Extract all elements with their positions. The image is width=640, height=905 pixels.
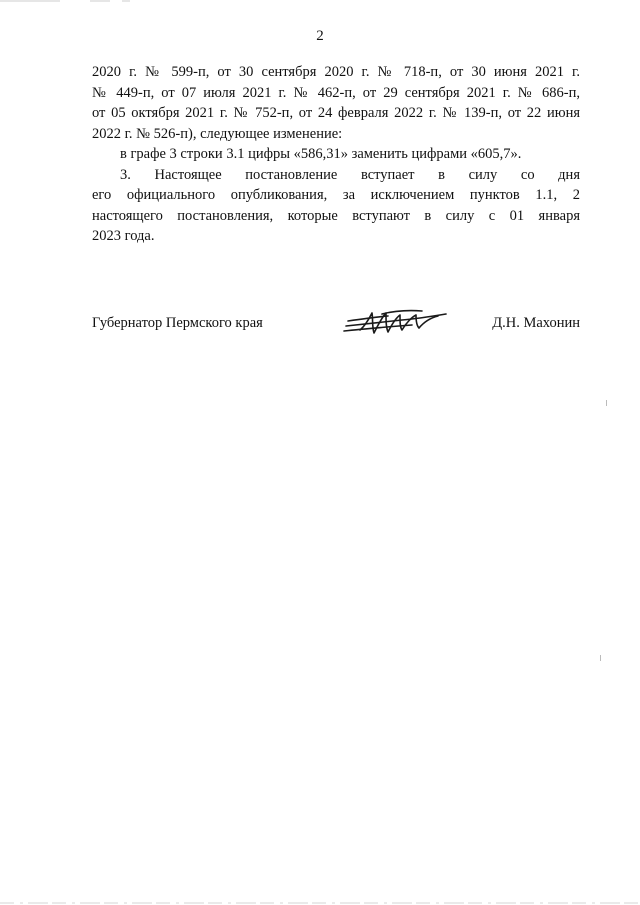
signature-block: [92, 305, 580, 345]
scan-edge-marks-top: [0, 0, 640, 6]
paragraph-2-line-1: в графе 3 строки 3.1 цифры «586,31» заменить цифрами «605,7».: [120, 146, 522, 162]
handwritten-signature-image: [342, 305, 452, 339]
scan-speck: [600, 655, 601, 661]
paragraph-1-line-1: 2020 г. № 599-п, от 30 сентября 2020 г. № 718-п, от 30 июня 2021 г.: [92, 64, 580, 80]
paragraph-1-line-2: № 449-п, от 07 июля 2021 г. № 462-п, от 29 сентября 2021 г. № 686-п,: [92, 84, 580, 101]
page-number: 2: [316, 28, 324, 44]
paragraph-1-line-3: от 05 октября 2021 г. № 752-п, от 24 февраля 2022 г. № 139-п, от 22 июня: [92, 105, 580, 121]
signatory-name: Д.Н. Махонин: [492, 315, 580, 331]
paragraph-3-line-1: 3. Настоящее постановление вступает в силу со дня: [120, 166, 580, 183]
paragraph-3-line-2: его официального опубликования, за исключением пунктов 1.1, 2: [92, 187, 580, 203]
signatory-title: Губернатор Пермского края: [92, 315, 263, 331]
paragraph-3-line-4: 2023 года.: [92, 228, 155, 244]
paragraph-3-line-3: настоящего постановления, которые вступают в силу с 01 января: [92, 207, 580, 224]
scan-speck: [606, 400, 607, 406]
document-body: [92, 62, 580, 247]
paragraph-1-line-4: 2022 г. № 526-п), следующее изменение:: [92, 125, 343, 142]
scan-edge-marks-bottom: [0, 897, 640, 905]
